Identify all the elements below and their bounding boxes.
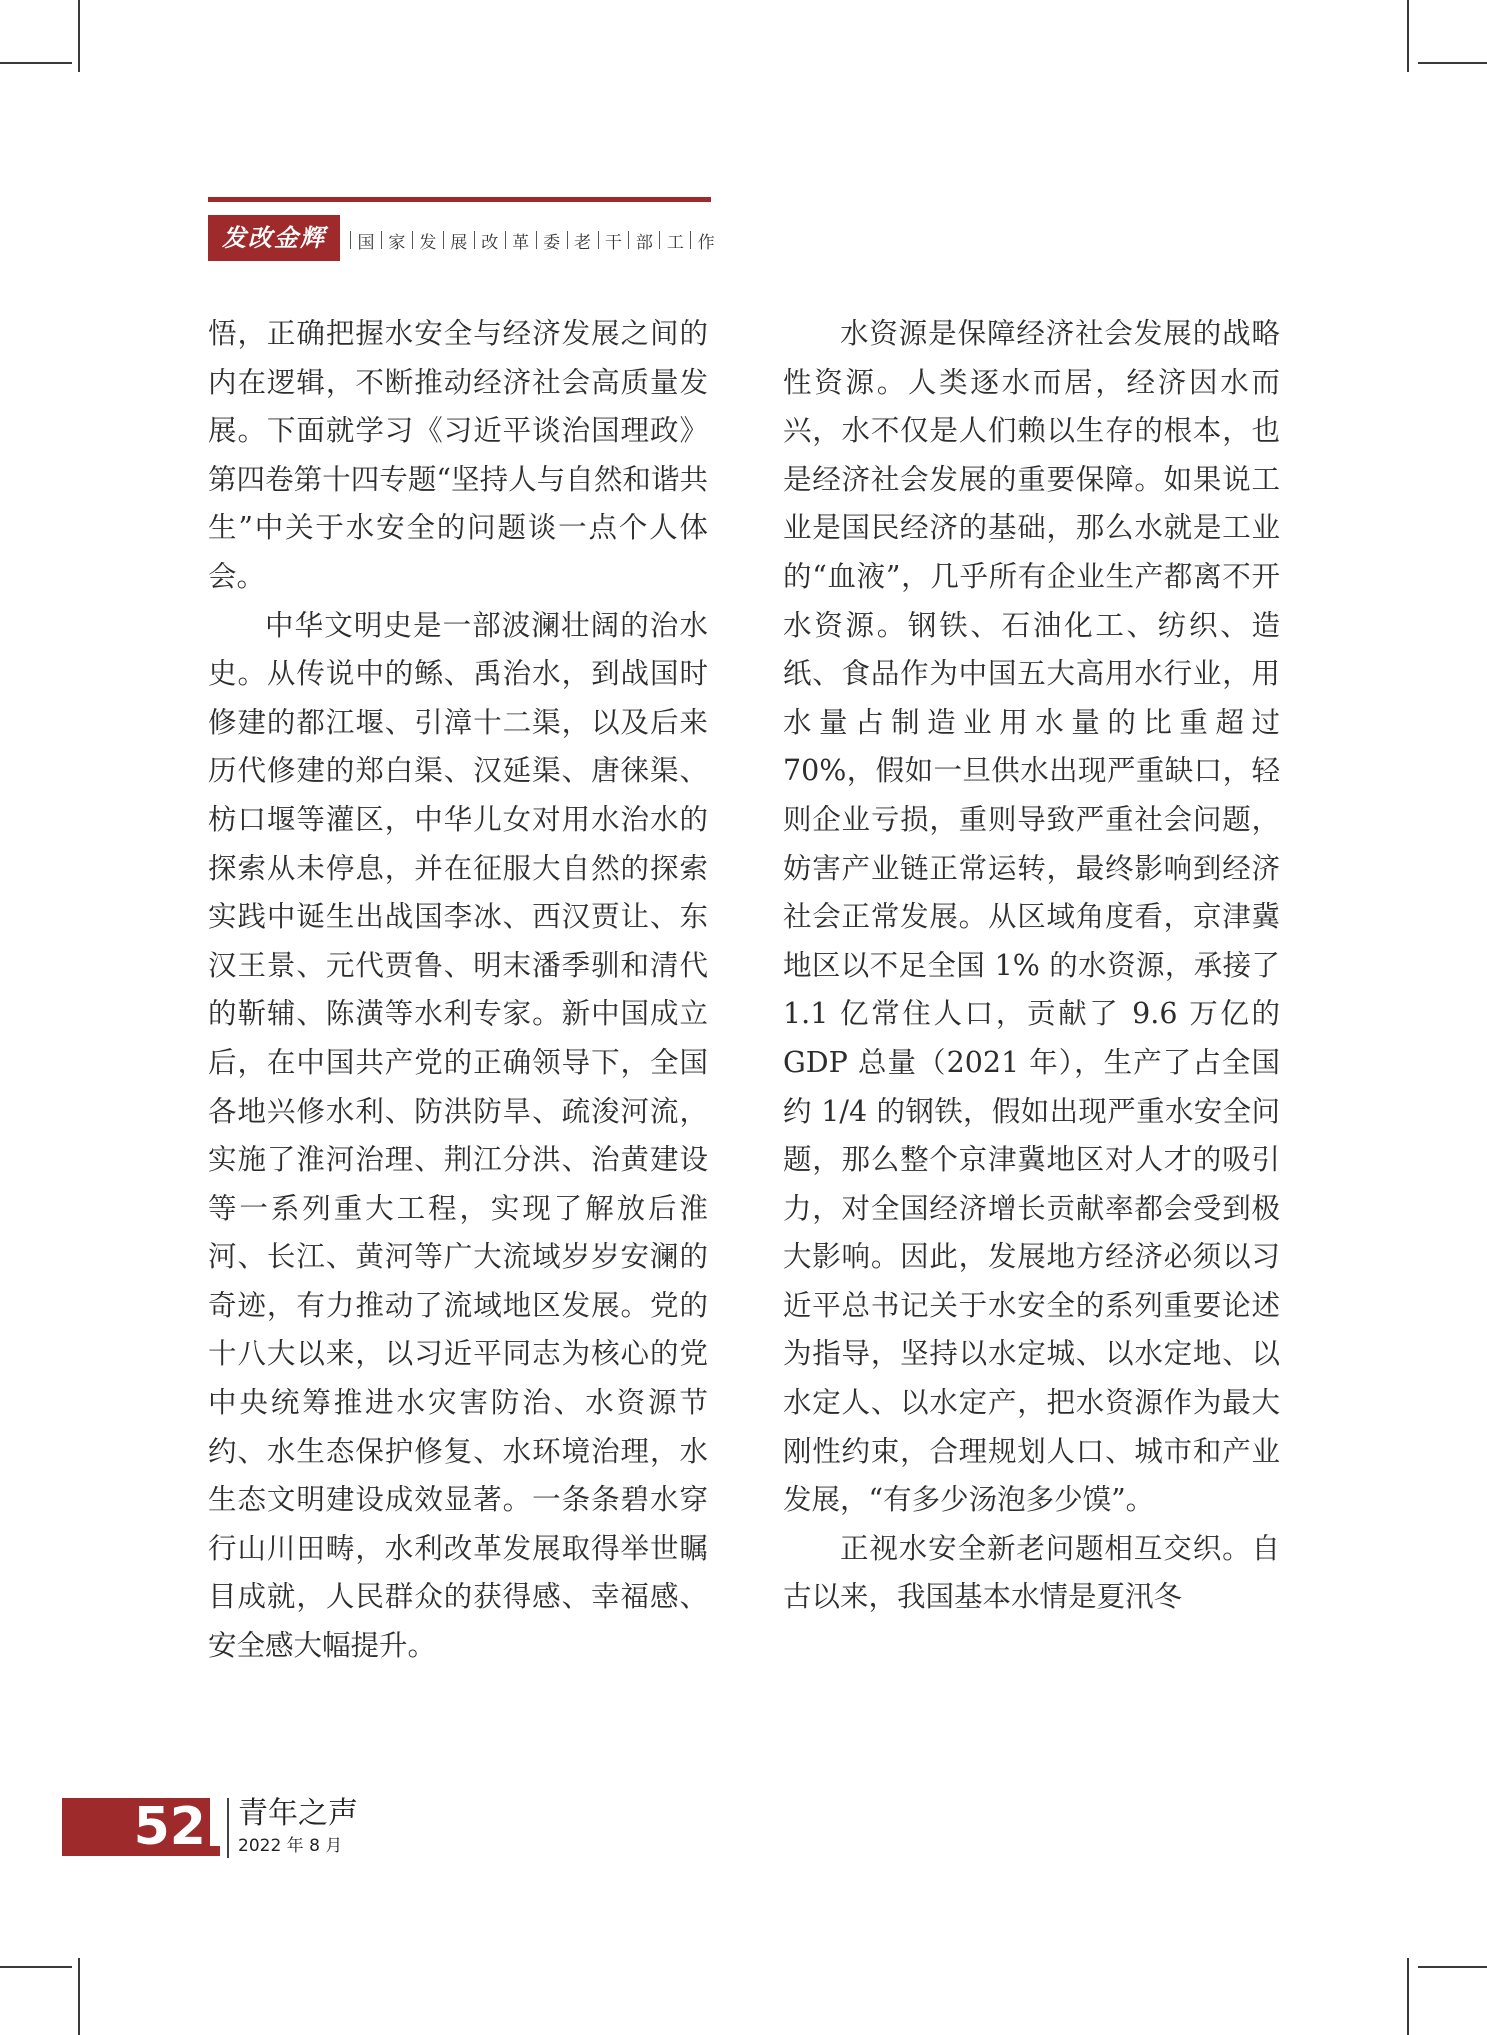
- crop-mark: [0, 1966, 72, 1968]
- header-rule: [208, 197, 711, 202]
- dept-separator: [598, 231, 599, 249]
- department-label: [350, 225, 715, 255]
- crop-mark: [1418, 62, 1487, 64]
- dept-char: 革: [512, 232, 530, 253]
- footer-divider: [227, 1798, 229, 1858]
- dept-char: 改: [481, 232, 499, 253]
- dept-char: 发: [419, 232, 437, 253]
- dept-char: 委: [543, 232, 561, 253]
- dept-char: 作: [697, 232, 715, 253]
- paragraph: 悟，正确把握水安全与经济发展之间的内在逻辑，不断推动经济社会高质量发展。下面就学习《习近平谈治国理政》第四卷第十四专题“坚持人与自然和谐共生”中关于水安全的问题谈一点个人体会。: [208, 317, 708, 593]
- magazine-title: 青年之声: [238, 1796, 358, 1831]
- dept-separator: [443, 231, 444, 249]
- dept-char: 家: [388, 232, 406, 253]
- left-column: [208, 310, 708, 1671]
- dept-separator: [350, 231, 351, 249]
- paragraph: 水资源是保障经济社会发展的战略性资源。人类逐水而居，经济因水而兴，水不仅是人们赖以生存的根本，也是经济社会发展的重要保障。如果说工业是国民经济的基础，那么水就是工业的“血液”，几乎所有企业生产都离不开水资源。钢铁、石油化工、纺织、造纸、食品作为中国五大高用水行业，用水量占制造业用水量的比重超过 70%，假如一旦供水出现严重缺口，轻则企业亏损，重则导致严重社会问题，妨害产业链正常运转，最终影响到经济社会正常发展。从区域角度看，京津冀地区以不足全国 1% 的水资源，承接了 1.1 亿常住人口，贡献了 9.6 万亿的 GDP 总量（2021 年），生产了占全国约 1/4 的钢铁，假如出现严重水安全问题，那么整个京津冀地区对人才的吸引力，对全国经济增长贡献率都会受到极大影响。因此，发展地方经济必须以习近平总书记关于水安全的系列重要论述为指导，坚持以水定城、以水定地、以水定人、以水定产，把水资源作为最大刚性约束，合理规划人口、城市和产业发展，“有多少汤泡多少馍”。: [783, 317, 1280, 1517]
- dept-separator: [381, 231, 382, 249]
- paragraph: 正视水安全新老问题相互交织。自古以来，我国基本水情是夏汛冬: [783, 1531, 1280, 1614]
- dept-separator: [536, 231, 537, 249]
- crop-mark: [1418, 1966, 1487, 1968]
- page-number-dot: [210, 1846, 220, 1856]
- crop-mark: [78, 1958, 80, 2035]
- crop-mark: [1407, 0, 1409, 72]
- dept-separator: [659, 231, 660, 249]
- dept-char: 部: [635, 232, 653, 253]
- dept-char: 老: [574, 232, 592, 253]
- dept-separator: [690, 231, 691, 249]
- paragraph: 中华文明史是一部波澜壮阔的治水史。从传说中的鲧、禹治水，到战国时修建的都江堰、引漳十二渠，以及后来历代修建的郑白渠、汉延渠、唐徕渠、枋口堰等灌区，中华儿女对用水治水的探索从未停息，并在征服大自然的探索实践中诞生出战国李冰、西汉贾让、东汉王景、元代贾鲁、明末潘季驯和清代的靳辅、陈潢等水利专家。新中国成立后，在中国共产党的正确领导下，全国各地兴修水利、防洪防旱、疏浚河流，实施了淮河治理、荆江分洪、治黄建设等一系列重大工程，实现了解放后淮河、长江、黄河等广大流域岁岁安澜的奇迹，有力推动了流域地区发展。党的十八大以来，以习近平同志为核心的党中央统筹推进水灾害防治、水资源节约、水生态保护修复、水环境治理，水生态文明建设成效显著。一条条碧水穿行山川田畴，水利改革发展取得举世瞩目成就，人民群众的获得感、幸福感、安全感大幅提升。: [208, 608, 708, 1663]
- column-logo: 发改金辉: [208, 215, 340, 261]
- dept-char: 干: [604, 232, 622, 253]
- dept-char: 国: [357, 232, 375, 253]
- dept-separator: [505, 231, 506, 249]
- dept-separator: [474, 231, 475, 249]
- dept-char: 展: [450, 232, 468, 253]
- crop-mark: [0, 62, 72, 64]
- dept-char: 工: [666, 232, 684, 253]
- dept-separator: [628, 231, 629, 249]
- crop-mark: [1407, 1958, 1409, 2035]
- issue-date: 2022 年 8 月: [238, 1836, 343, 1856]
- crop-mark: [78, 0, 80, 72]
- dept-separator: [412, 231, 413, 249]
- right-column: [783, 310, 1280, 1622]
- dept-separator: [567, 231, 568, 249]
- page-number: 52: [62, 1798, 210, 1856]
